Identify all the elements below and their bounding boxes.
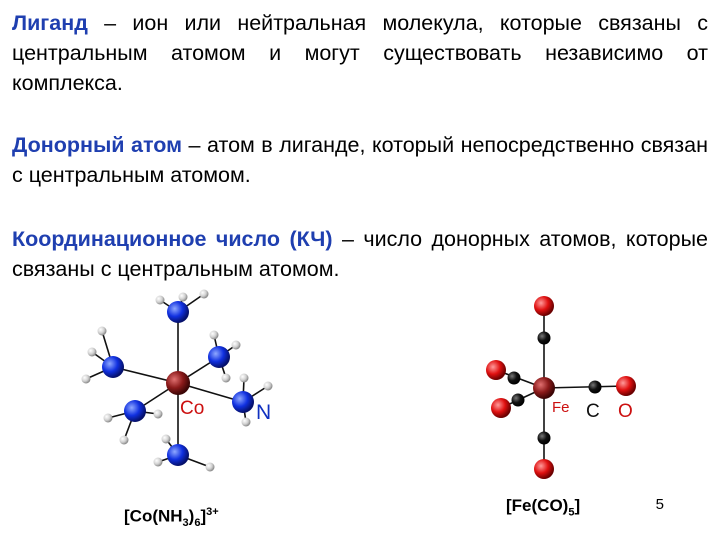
iron-complex-formula: $[Fe(CO)_5]$	[506, 496, 581, 519]
cobalt-complex-formula: $[Co(NH_3)_6]^{3+}$	[124, 506, 219, 530]
term-coordination-number: Координационное число (КЧ)	[12, 227, 333, 251]
nitrogen-label: N	[256, 401, 272, 424]
term-ligand: Лиганд	[12, 11, 88, 35]
slide-number: 5	[655, 496, 664, 513]
iron-atom	[533, 377, 555, 399]
term-donor-atom: Донорный атом	[12, 133, 182, 157]
cobalt-label: Co	[180, 398, 205, 419]
definition-donor-atom-text: – атом в лиганде, который непосредственно связан с центральным атомом.	[12, 133, 708, 187]
carbon-label: C	[586, 401, 600, 422]
definition-coordination-number-text: – число донорных атомов, которые связаны с центральным атомом.	[12, 227, 708, 281]
cobalt-atom	[166, 371, 190, 395]
iron-complex-model	[496, 306, 626, 469]
definition-ligand-text: – ион или нейтральная молекула, которые связаны с центральным атомом и могут существовать независимо от комплекса.	[12, 11, 708, 95]
iron-label: Fe	[552, 399, 570, 416]
oxygen-label: O	[618, 401, 633, 422]
